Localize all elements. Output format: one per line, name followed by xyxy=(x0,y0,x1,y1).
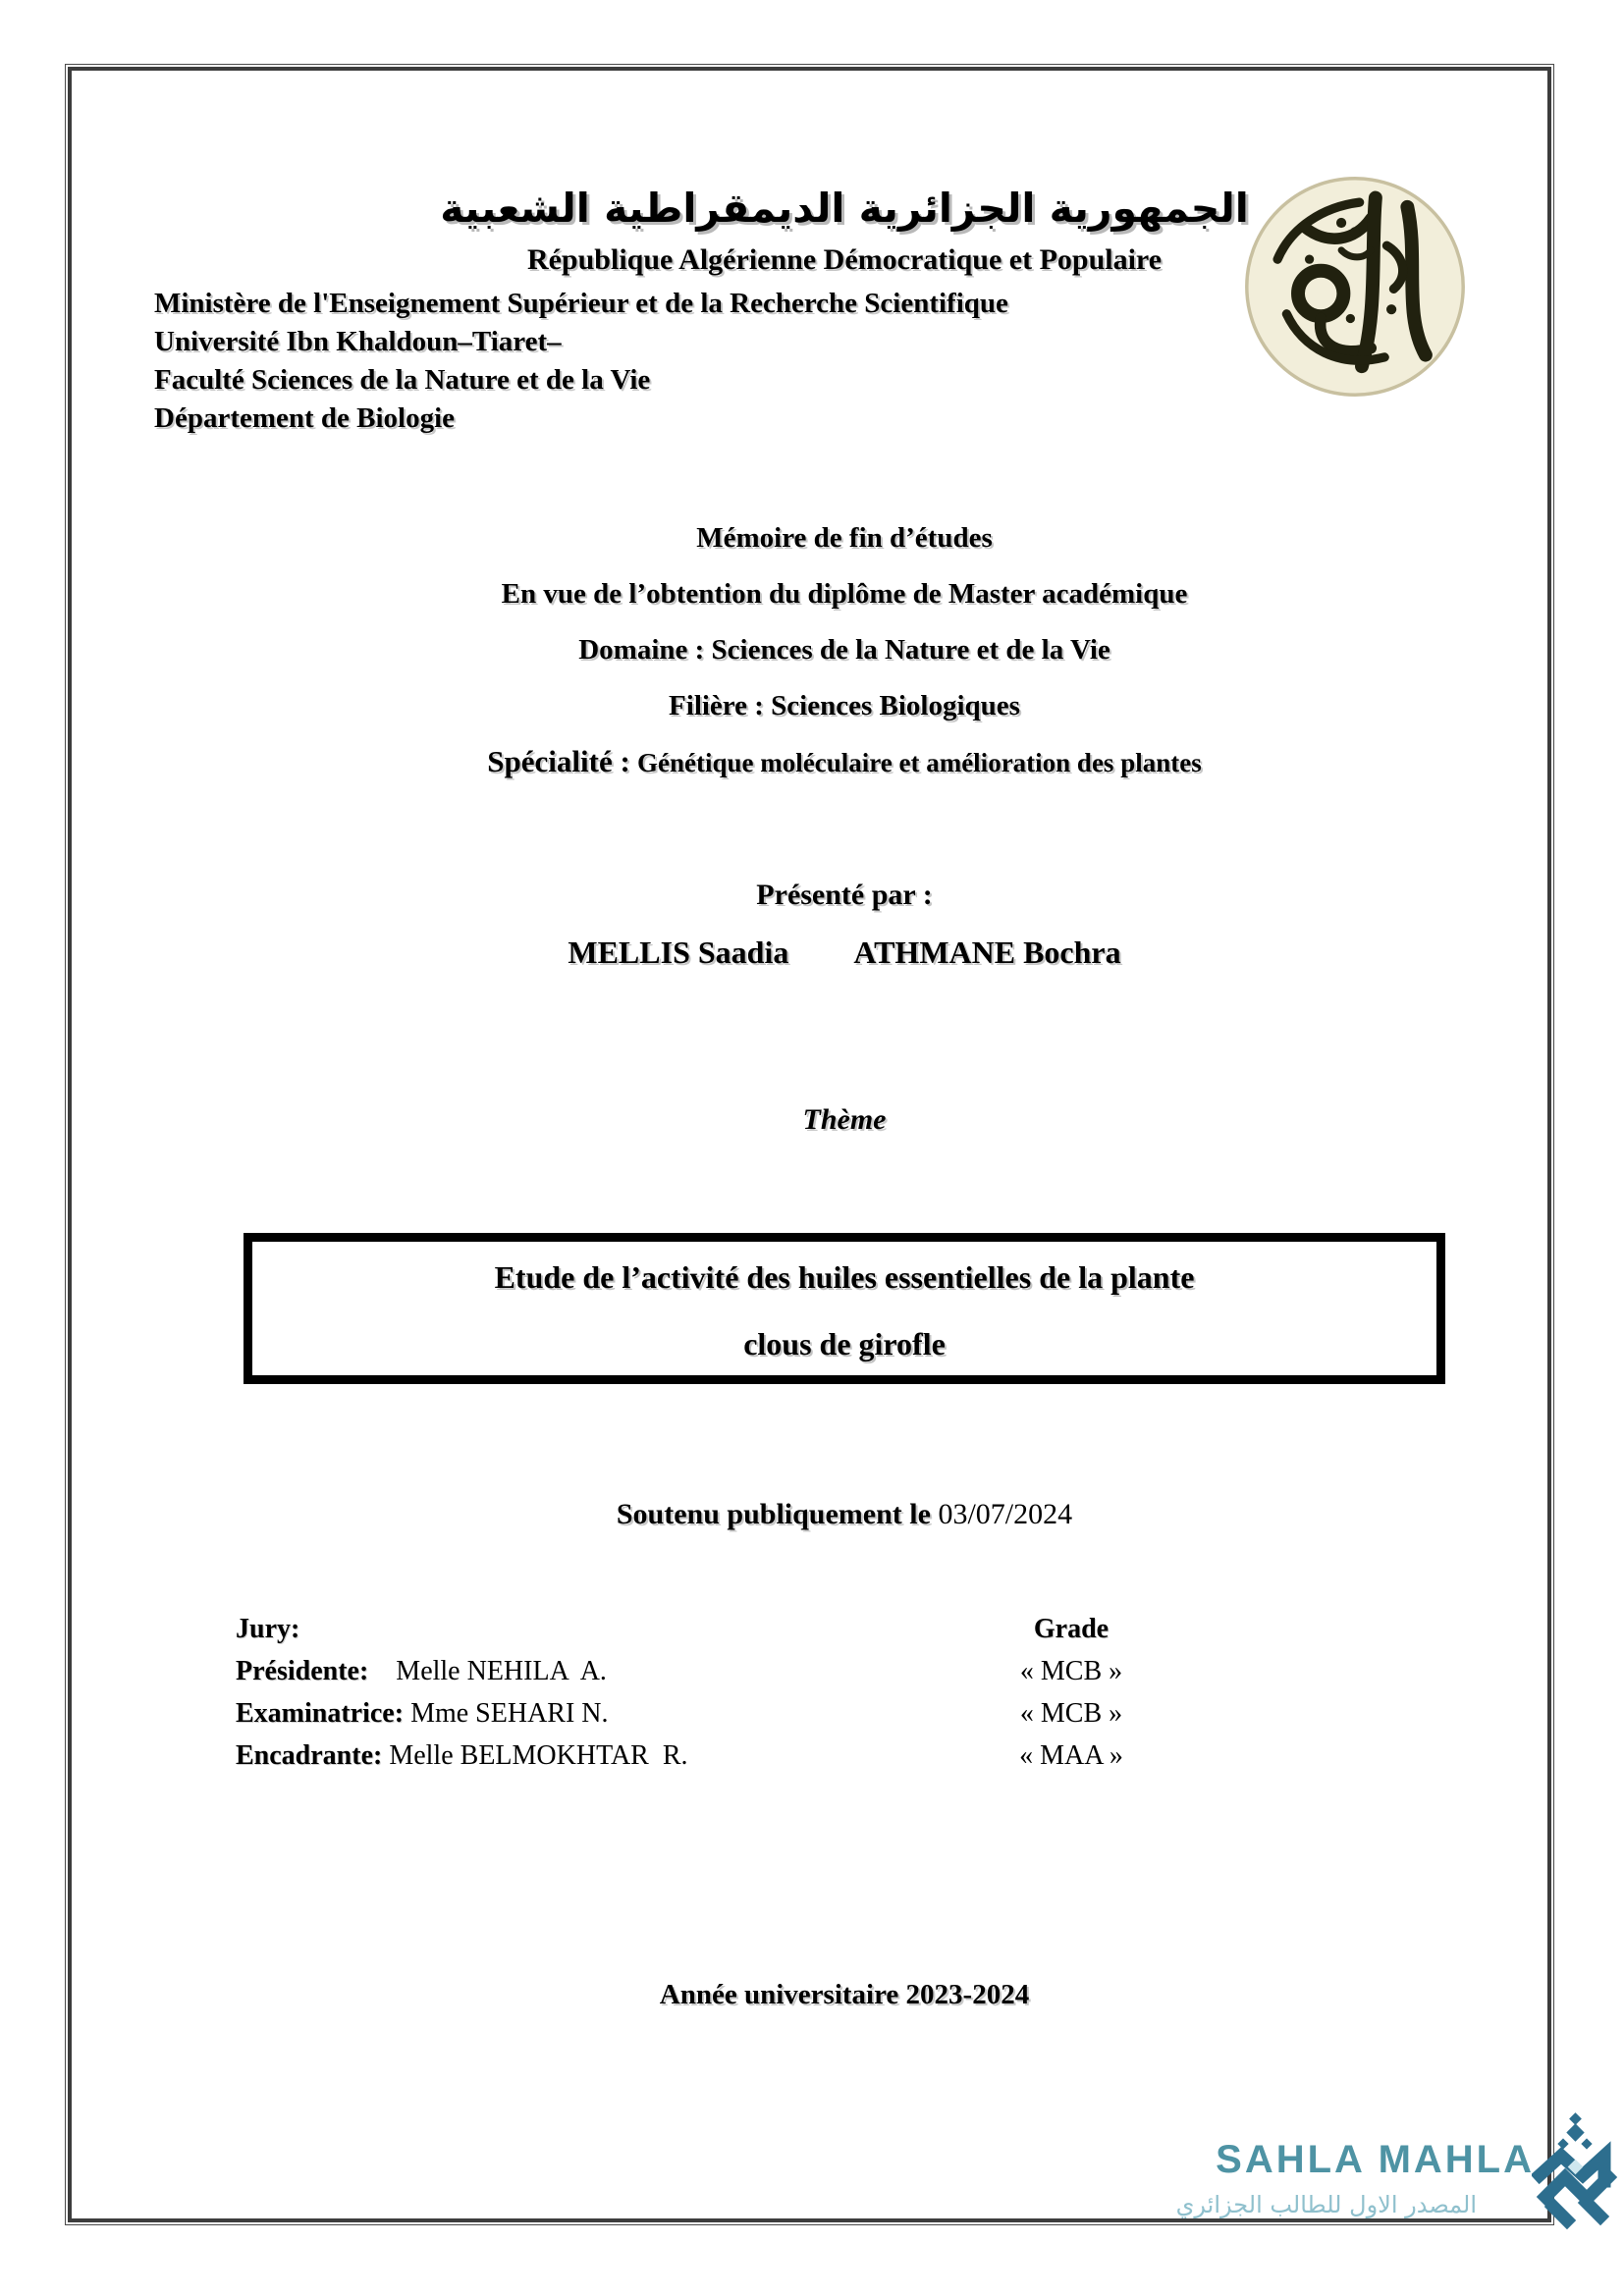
domaine-line: Domaine : Sciences de la Nature et de la Vie xyxy=(578,634,1110,666)
republic-line: République Algérienne Démocratique et Populaire xyxy=(526,243,1163,276)
specialite-label: Spécialité : xyxy=(487,744,630,778)
jury-role: Présidente: xyxy=(236,1656,369,1686)
sahla-mahla-brand-text: SAHLA MAHLA xyxy=(1216,2138,1535,2181)
department-line: Département de Biologie xyxy=(154,402,456,434)
theme-label: Thème xyxy=(802,1103,887,1136)
defense-label: Soutenu publiquement le xyxy=(616,1498,931,1530)
specialite-line xyxy=(154,743,1535,781)
jury-role: Encadrante: xyxy=(236,1740,383,1771)
authors-block xyxy=(154,877,1535,971)
degree-objective: En vue de l’obtention du diplôme de Master académique xyxy=(501,578,1188,610)
jury-header-label: Jury: xyxy=(236,1614,300,1644)
jury-section xyxy=(154,1608,1535,1777)
thesis-title-box xyxy=(244,1233,1445,1384)
jury-grade: « MAA » xyxy=(1019,1740,1123,1771)
degree-block xyxy=(154,519,1535,800)
defense-line xyxy=(154,1498,1535,1531)
filiere-line: Filière : Sciences Biologiques xyxy=(669,690,1020,721)
academic-year-line: Année universitaire 2023-2024 xyxy=(659,1979,1030,2010)
memoire-title: Mémoire de fin d’études xyxy=(696,522,993,554)
jury-header-row xyxy=(154,1608,1535,1650)
defense-date: 03/07/2024 xyxy=(938,1498,1073,1530)
jury-member-name: Mme SEHARI N. xyxy=(404,1698,609,1729)
jury-member-name: Melle NEHILA A. xyxy=(368,1656,607,1686)
arabic-republic-title: الجمهورية الجزائرية الديمقراطية الشعبية xyxy=(440,185,1249,232)
jury-row-presidente xyxy=(154,1650,1535,1692)
jury-role: Examinatrice: xyxy=(236,1698,405,1729)
thesis-title-line-1: Etude de l’activité des huiles essentielles de la plante xyxy=(494,1259,1195,1295)
ministry-line: Ministère de l'Enseignement Supérieur et de la Recherche Scientifique xyxy=(154,288,1008,319)
author-2: ATHMANE Bochra xyxy=(853,934,1121,970)
jury-row-examinatrice xyxy=(154,1692,1535,1735)
sahla-mahla-emblem-icon xyxy=(1532,2112,1618,2230)
thesis-title-line-2: clous de girofle xyxy=(743,1326,946,1362)
author-1: MELLIS Saadia xyxy=(568,934,789,970)
presented-by-label: Présenté par : xyxy=(756,879,933,911)
sahla-mahla-arabic-tagline: المصدر الاول للطالب الجزائري xyxy=(1175,2191,1477,2218)
grade-header-label: Grade xyxy=(1033,1614,1110,1644)
jury-grade: « MCB » xyxy=(1019,1656,1123,1686)
jury-grade: « MCB » xyxy=(1019,1698,1123,1729)
sahla-mahla-watermark xyxy=(1080,2109,1624,2295)
author-names xyxy=(154,934,1535,971)
university-seal-logo xyxy=(1240,173,1470,400)
university-line: Université Ibn Khaldoun–Tiaret– xyxy=(154,326,562,357)
jury-member-name: Melle BELMOKHTAR R. xyxy=(382,1740,688,1771)
jury-row-encadrante xyxy=(154,1735,1535,1777)
specialite-value: Génétique moléculaire et amélioration des plantes xyxy=(637,748,1202,777)
faculty-line: Faculté Sciences de la Nature et de la Vie xyxy=(154,364,651,396)
university-seal-icon xyxy=(1240,173,1470,400)
